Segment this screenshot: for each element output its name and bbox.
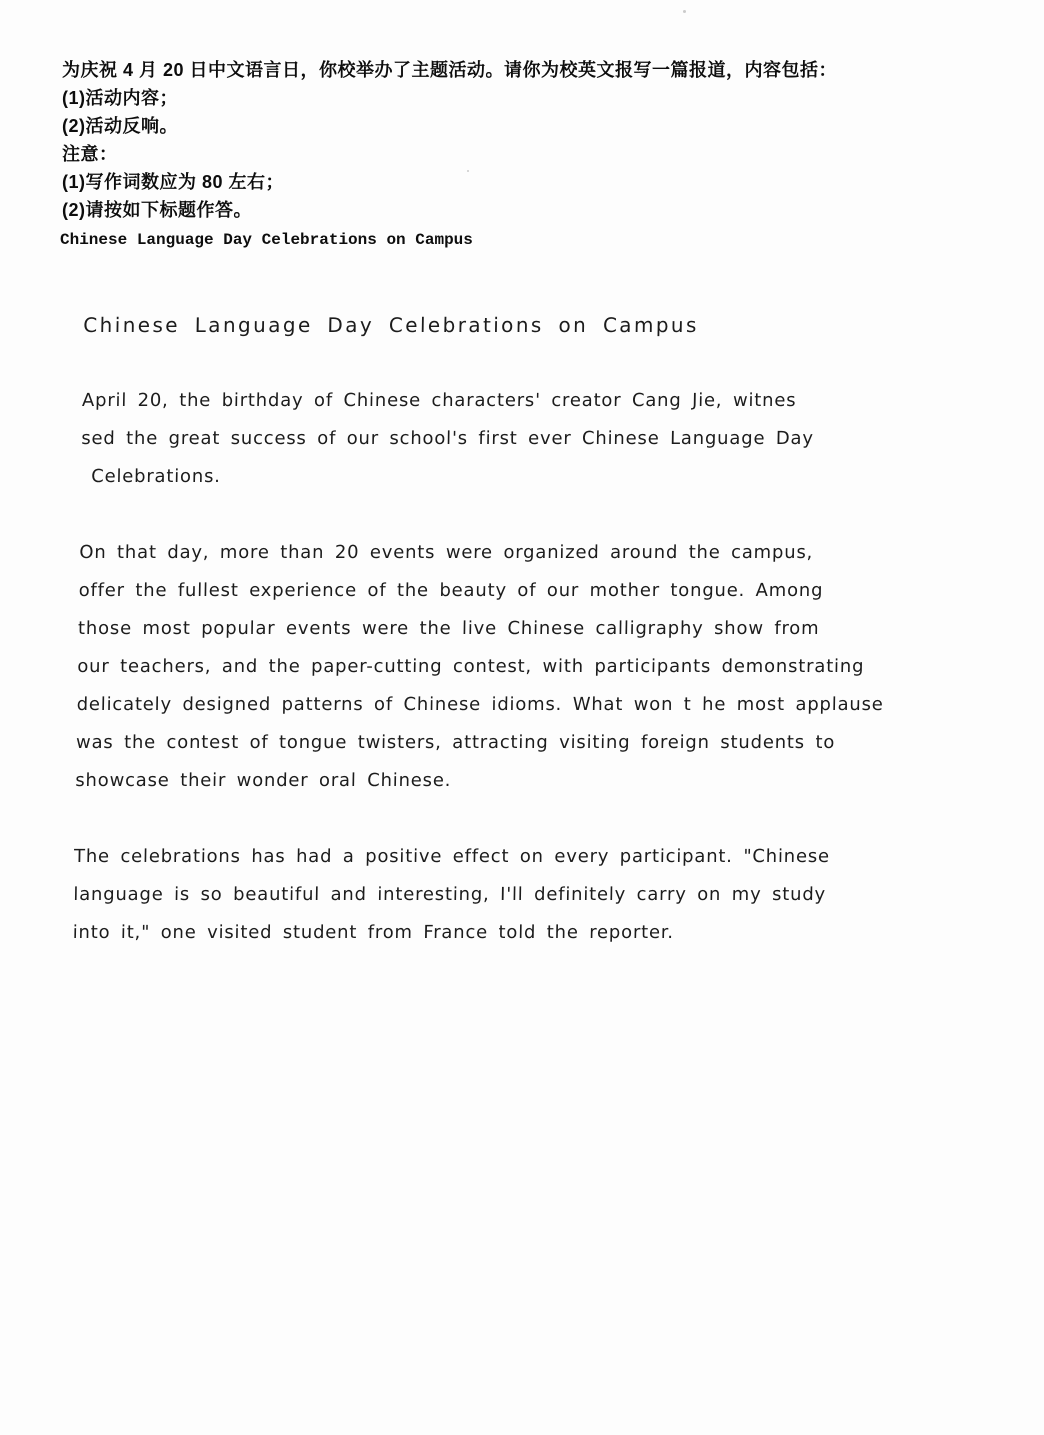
prompt-note-label: 注意： <box>62 144 118 164</box>
essay-line: April 20, the birthday of Chinese characters' creator Cang Jie, witnes <box>81 390 797 411</box>
essay-paragraph-2 <box>75 534 960 800</box>
essay-title: Chinese Language Day Celebrations on Campus <box>83 313 700 337</box>
prompt-intro: 为庆祝 4 月 20 日中文语言日，你校举办了主题活动。请你为校英文报写一篇报道，内容包括： <box>62 60 838 80</box>
scan-artifact <box>683 10 686 13</box>
essay-line: On that day, more than 20 events were organized around the campus, <box>79 542 814 563</box>
essay-line: our teachers, and the paper-cutting contest, with participants demonstrating <box>77 656 865 677</box>
essay-paragraph-1 <box>80 382 962 496</box>
writing-prompt <box>62 56 982 252</box>
prompt-point-1: (1)活动内容； <box>62 88 178 108</box>
essay-line: delicately designed patterns of Chinese idioms. What won t he most applause <box>76 694 884 715</box>
prompt-note-2: (2)请按如下标题作答。 <box>62 200 252 220</box>
essay-paragraph-3 <box>72 838 954 952</box>
essay-line: those most popular events were the live Chinese calligraphy show from <box>77 618 820 639</box>
prompt-point-2: (2)活动反响。 <box>62 116 178 136</box>
essay-line: The celebrations has had a positive effect on every participant. "Chinese <box>73 846 831 867</box>
handwritten-essay <box>72 306 963 952</box>
essay-line: Celebrations. <box>80 466 221 487</box>
printed-essay-title: Chinese Language Day Celebrations on Campus <box>60 231 473 249</box>
essay-line: into it," one visited student from France told the reporter. <box>72 922 675 943</box>
prompt-note-1: (1)写作词数应为 80 左右； <box>62 172 285 192</box>
essay-line: sed the great success of our school's first ever Chinese Language Day <box>81 428 814 449</box>
essay-line: showcase their wonder oral Chinese. <box>75 770 452 791</box>
essay-line: offer the fullest experience of the beauty of our mother tongue. Among <box>78 580 824 601</box>
essay-line: language is so beautiful and interesting, I'll definitely carry on my study <box>73 884 827 905</box>
essay-line: was the contest of tongue twisters, attracting visiting foreign students to <box>75 732 836 753</box>
